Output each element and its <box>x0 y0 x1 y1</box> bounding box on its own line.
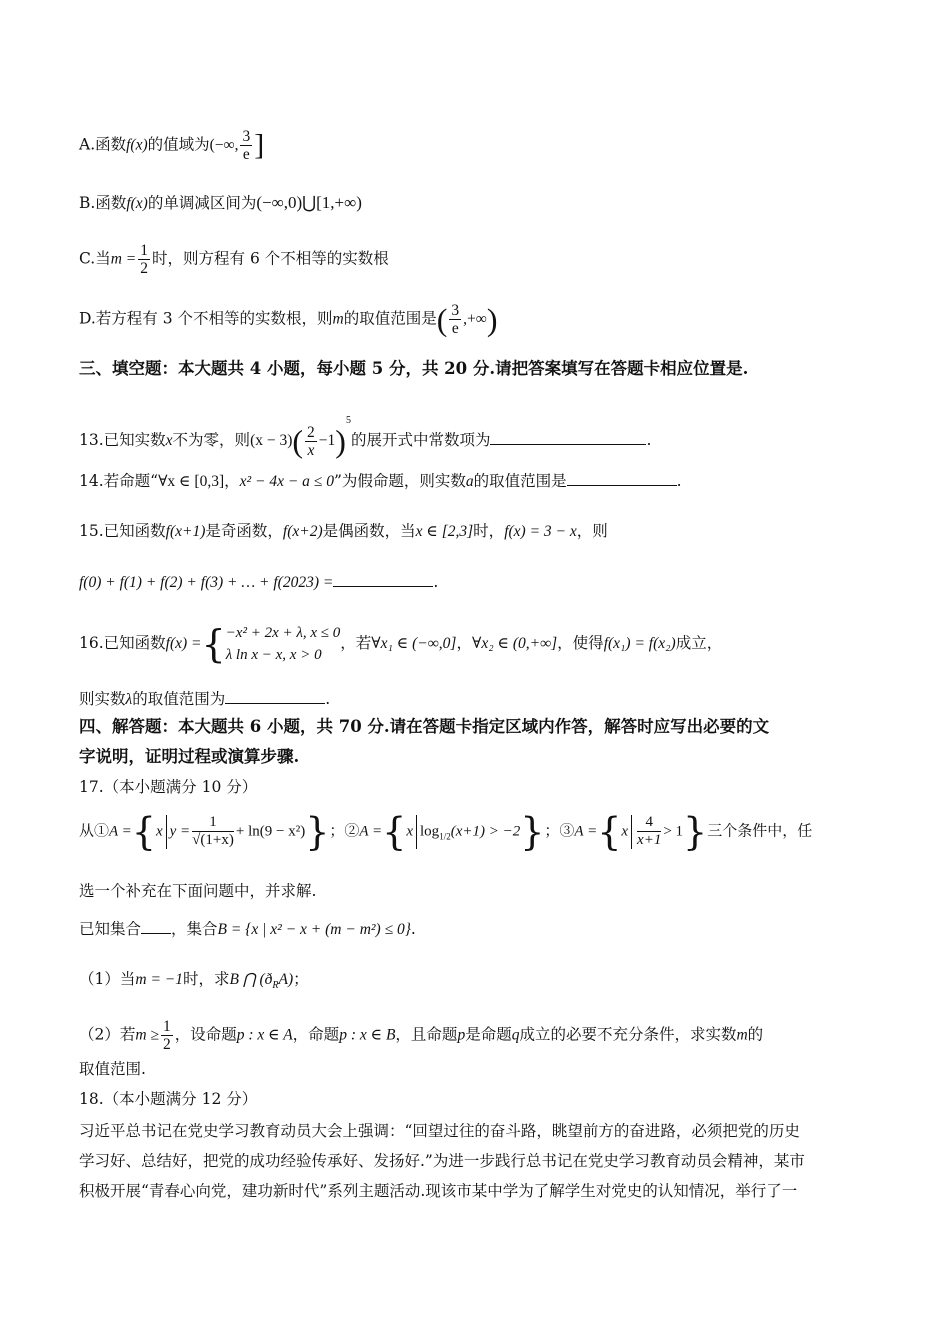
option-a-interval-left: (−∞, <box>209 136 239 154</box>
q16-answer-blank[interactable] <box>225 689 325 704</box>
q14-a: a <box>465 473 474 490</box>
q13-minus-one: −1 <box>318 432 336 449</box>
q17-part2: （2）若m ≥ $\frac{1}{2}$ ，设命题p : x ∈ A，命题p : x ∈ B，且命题p是命题q成立的必要不充分条件，求实数m的 <box>79 1018 764 1053</box>
q17-frac1: $\frac{1}{√(1+x)}$ <box>192 814 234 848</box>
q14-inequality: x² − 4x − a ≤ 0 <box>239 473 334 490</box>
option-d-text: 的取值范围是 <box>343 309 437 328</box>
q13-exponent: 5 <box>345 415 351 426</box>
q17-conditions: 从①A ={x y = $\frac{1}{√(1+x)}$ + ln(9 − x²)}；②A ={x $\log_{1/2}(x+1) > -2$}；③A ={x $\frac{4}{x+1}$ > 1}三个条件中，任 <box>79 809 813 854</box>
q16-piecewise <box>226 622 341 666</box>
option-b-text: 的单调减区间为 <box>147 194 257 212</box>
q17-frac3: $\frac{4}{x+1}$ <box>637 814 662 848</box>
question-16-line1: 16.已知函数f(x) ={ −x² + 2x + λ, x ≤ 0 λ ln x − x, x > 0 ，若∀x₁ ∈ (−∞,0]，∀x₂ ∈ (0,+∞]，使得f(x₁) = f(x₂)成立， <box>79 622 723 666</box>
q17-set-a3: A = <box>574 823 598 840</box>
q14-answer-blank[interactable] <box>567 471 677 486</box>
q16-eq: f(x₁) = f(x₂) <box>603 635 676 652</box>
q17-line2: 选一个补充在下面问题中，并求解. <box>79 882 317 900</box>
q16-c1: ∀x₁ ∈ (−∞,0] <box>371 635 457 652</box>
q14-text: ”为假命题，则实数 <box>333 472 466 490</box>
q15-f1: f(x+1) <box>165 523 206 540</box>
q17-p2-frac: $\frac{1}{2}$ <box>162 1018 171 1053</box>
option-b-prefix: B.函数 <box>79 194 127 212</box>
option-d: D.若方程有 3 个不相等的实数根，则m的取值范围是( $\frac{3}{e}$ ,+∞) <box>79 301 498 338</box>
q14-suffix: 的取值范围是 <box>473 472 567 490</box>
q15-answer-blank[interactable] <box>333 572 433 587</box>
option-a <box>79 128 264 163</box>
q18-line3: 积极开展“青春心向党，建功新时代”系列主题活动.现该市某中学为了解学生对党史的认知情况，举行了一 <box>79 1182 798 1200</box>
q13-x: x <box>165 432 173 449</box>
option-c-m-eq: m = <box>110 250 137 268</box>
option-a-fraction: $\frac{3}{e}$ <box>242 128 251 163</box>
option-a-fx: f(x) <box>126 136 148 154</box>
question-16-line2: 则实数λ的取值范围为 . <box>79 690 331 708</box>
section-4-title-line1: 四、解答题：本大题共 6 小题，共 70 分.请在答题卡指定区域内作答，解答时应写出必要的文 <box>79 717 770 736</box>
q14-prefix: 14.若命题“ <box>79 472 159 490</box>
option-b <box>79 192 362 215</box>
option-d-fraction: $\frac{3}{e}$ <box>451 302 460 337</box>
option-d-prefix: D.若方程有 3 个不相等的实数根，则 <box>79 309 333 328</box>
option-c-fraction: $\frac{1}{2}$ <box>140 242 149 277</box>
q16-case1: −x² + 2x + λ, x ≤ 0 <box>225 625 341 641</box>
q17-set-a1: A = <box>109 823 132 840</box>
option-b-fx: f(x) <box>126 195 148 212</box>
q15-f3: f(x) = 3 − x <box>504 523 577 540</box>
q16-fx: f(x) = <box>165 635 202 652</box>
option-a-prefix: A.函数 <box>79 135 127 154</box>
option-d-tail: ,+∞ <box>463 310 487 328</box>
option-a-text: 的值域为 <box>147 135 210 154</box>
q17-set-blank[interactable] <box>141 919 171 934</box>
q17-set-b: B = {x | x² − x + (m − m²) ≤ 0} <box>217 921 411 938</box>
section-3-title: 三、填空题：本大题共 4 小题，每小题 5 分，共 20 分.请把答案填写在答题卡相应位置是. <box>79 359 749 378</box>
q15-cond: x ∈ [2,3] <box>415 523 474 540</box>
question-15-line2: f(0) + f(1) + f(2) + f(3) + … + f(2023) = . <box>79 573 439 591</box>
q18-header: 18.（本小题满分 12 分） <box>79 1090 258 1108</box>
section-4-title-line2: 字说明，证明过程或演算步骤. <box>79 747 300 766</box>
option-c-prefix: C.当 <box>79 249 111 268</box>
q17-line3: 已知集合 ，集合B = {x | x² − x + (m − m²) ≤ 0}. <box>79 920 416 938</box>
q16-lambda: λ <box>125 691 133 708</box>
q15-f2: f(x+2) <box>282 523 323 540</box>
q13-suffix: 的展开式中常数项为 <box>350 431 491 449</box>
q13-factor: (x − 3) <box>250 432 293 449</box>
option-b-interval: (−∞,0)⋃[1,+∞) <box>256 193 362 212</box>
q17-ln: + ln(9 − x²) <box>235 823 306 840</box>
q18-line1: 习近平总书记在党史学习教育动员大会上强调：“回望过往的奋斗路，眺望前方的奋进路，必须把党的历史 <box>79 1122 800 1140</box>
q18-line2: 学习好、总结好，把党的成功经验传承好、发扬好.”为进一步践行总书记在党史学习教育动员会精神，某市 <box>79 1152 805 1170</box>
option-a-interval-right: ] <box>254 128 265 162</box>
option-d-m: m <box>332 310 344 328</box>
q17-part1: （1）当m = −1时，求B ⋂ $(ð_RA)$； <box>79 970 309 992</box>
question-13: 13.已知实数x不为零，则(x − 3)( $\frac{2}{x}$ −1)$^5$的展开式中常数项为 . <box>79 415 652 459</box>
q17-log-arg: (x+1) > −2 <box>450 823 521 840</box>
q17-p1-cond: m = −1 <box>135 971 183 988</box>
option-c-text: 时，则方程有 6 个不相等的实数根 <box>152 249 389 268</box>
q17-header: 17.（本小题满分 10 分） <box>79 778 258 796</box>
q15-prefix: 15.已知函数 <box>79 522 166 540</box>
q13-fraction: $\frac{2}{x}$ <box>307 423 315 459</box>
q16-case2: λ ln x − x, x > 0 <box>225 647 322 663</box>
q17-p1-expr: B ⋂ (ð <box>229 971 273 988</box>
question-15-line1: 15.已知函数f(x+1)是奇函数，f(x+2)是偶函数，当x ∈ [2,3]时，f(x) = 3 − x，则 <box>79 522 608 540</box>
q13-prefix: 13.已知实数 <box>79 431 166 449</box>
q17-part2-line2: 取值范围. <box>79 1060 146 1078</box>
q13-text: 不为零，则 <box>172 431 251 449</box>
q14-domain: ∀x ∈ [0,3]， <box>158 473 240 490</box>
option-c <box>79 242 389 277</box>
q16-prefix: 16.已知函数 <box>79 634 166 652</box>
q15-sum: f(0) + f(1) + f(2) + f(3) + … + f(2023) = <box>79 574 334 591</box>
q13-answer-blank[interactable] <box>490 430 646 445</box>
q17-set-a2: A = <box>359 823 383 840</box>
q16-c2: ∀x₂ ∈ (0,+∞] <box>471 635 558 652</box>
question-14: 14.若命题“∀x ∈ [0,3]，x² − 4x − a ≤ 0”为假命题，则实数a的取值范围是 . <box>79 472 682 490</box>
